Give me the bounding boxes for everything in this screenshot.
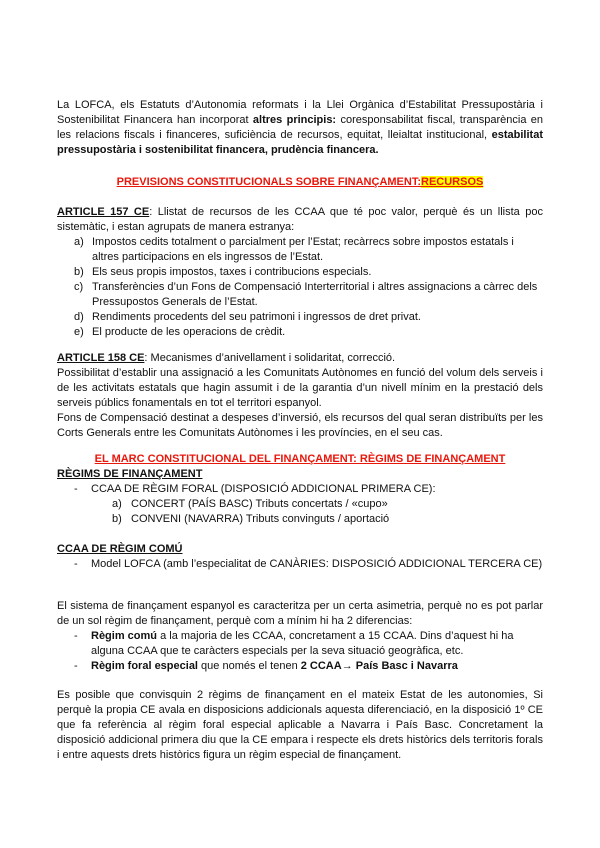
intro-bold-principles: altres principis: [252, 114, 337, 126]
list-item [112, 512, 389, 527]
list-item-text: Impostos cedits totalment o parcialment per l’Estat; recàrrecs sobre impostos estatals i altres participacions en els ingressos de l’Estat. [92, 236, 514, 263]
list-marker: b) [74, 266, 84, 278]
list-item-text: Transferències d’un Fons de Compensació Interterritorial i altres assignacions a càrrec dels Pressupostos Generals de l’Estat. [92, 281, 538, 308]
asymmetry-paragraph: El sistema de finançament espanyol es caracteritza per un certa asimetria, perquè no es pot parlar de un sol règim de finançament, perquè com a mínim hi ha 2 diferencias: [57, 600, 543, 627]
comu-title: CCAA DE RÈGIM COMÚ [57, 543, 183, 555]
list-marker: c) [74, 281, 84, 293]
list-item-text: CCAA DE RÈGIM FORAL (DISPOSICIÓ ADDICIONAL PRIMERA CE): [91, 483, 436, 495]
article-158-p1: Possibilitat d’establir una assignació a les Comunitats Autònomes en funció del volum dels serveis i de les activitats estatals que hagin assumit i de la garantia d’un nivell mínim en la prestació dels serveis públics fonamentals en tot el territori espanyol. [57, 367, 543, 409]
intro-bold-stability: estabilitat pressupostària i sostenibilitat financera, prudència financera. [57, 129, 543, 156]
list-item-text: Rendiments procedents del seu patrimoni i ingressos de dret privat. [92, 311, 421, 323]
intro-paragraph [57, 98, 543, 158]
list-item [57, 265, 543, 280]
list-item-text: CONCERT (PAÍS BASC) Tributs concertats / «cupo» [131, 498, 388, 510]
article-157-label: ARTICLE 157 CE [57, 206, 150, 218]
list-marker: b) [112, 513, 122, 525]
list-item [57, 280, 543, 310]
regims-list [57, 482, 543, 497]
list-item-text: Els seus propis impostos, taxes i contribucions especials. [92, 266, 372, 278]
list-item-text: Model LOFCA (amb l’especialitat de CANÀRIES: DISPOSICIÓ ADDICIONAL TERCERA CE) [91, 558, 543, 570]
heading-previsions-text: PREVISIONS CONSTITUCIONALS SOBRE FINANÇAMENT: [116, 176, 421, 188]
list-item [57, 310, 543, 325]
list-item [57, 629, 543, 659]
heading-previsions [57, 175, 543, 190]
asymmetry-list [57, 629, 543, 674]
list-marker: a) [112, 498, 122, 510]
regim-comu-bold: Règim comú [91, 630, 158, 642]
dash-marker: - [74, 558, 78, 570]
regims-title: RÈGIMS DE FINANÇAMENT [57, 468, 203, 480]
regim-foral-ccaa-bold: 2 CCAA→ País Basc i Navarra [300, 660, 458, 672]
list-item-text: a la majoria de les CCAA, concretament a 15 CCAA. Dins d’aquest hi ha alguna CCAA que te caràcters especials per la seva situació geogràfica, etc. [91, 630, 514, 657]
list-item [57, 659, 543, 674]
list-item [57, 557, 543, 572]
intro-text: La LOFCA, els Estatuts d’Autonomia reformats i la Llei Orgànica d’Estabilitat Pressupostària i Sostenibilitat Financera han incorporat [57, 99, 543, 126]
list-item [57, 325, 543, 340]
heading-marc: EL MARC CONSTITUCIONAL DEL FINANÇAMENT: RÈGIMS DE FINANÇAMENT [94, 453, 506, 465]
article-158-text: : Mecanismes d’anivellament i solidaritat, correcció. [144, 352, 396, 364]
list-item [57, 235, 543, 265]
dash-marker: - [74, 660, 78, 672]
dash-marker: - [74, 483, 78, 495]
article-157-text: : Llistat de recursos de les CCAA que té poc valor, perquè és un llista poc sistemàtic, i estan agrupats de manera estranya: [57, 206, 543, 233]
article-157-paragraph [57, 205, 543, 235]
list-marker: e) [74, 326, 84, 338]
list-item [57, 482, 543, 497]
intro-text-2: coresponsabilitat fiscal, transparència en les relacions fiscals i financeres, suficiència de recursos, equitat, lleialtat institucional, [57, 114, 544, 141]
regim-foral-bold: Règim foral especial [91, 660, 198, 672]
list-item-text: El producte de les operacions de crèdit. [92, 326, 286, 338]
article-158-label: ARTICLE 158 CE [57, 352, 145, 364]
resources-list [57, 235, 543, 340]
heading-highlight-recursos: RECURSOS [421, 176, 484, 188]
final-paragraph: Es posible que convisquin 2 règims de finançament en el mateix Estat de les autonomies, Si perquè la propia CE avala en disposicions addicionals aquesta diferenciació, en la disposició 1º CE que fa referència al règim foral especial aplicable a Navarra i País Basc. Concretament la disposició addicional primera diu que la CE empara i respecte els drets històrics dels territoris forals i entre aquests drets històrics figura un règim especial de finançament. [57, 689, 543, 761]
comu-list [57, 557, 543, 572]
list-item-text: CONVENI (NAVARRA) Tributs convinguts / aportació [131, 513, 390, 525]
regims-sublist [112, 497, 389, 527]
list-item-text: que només el tenen [198, 660, 301, 672]
list-item [112, 497, 389, 512]
dash-marker: - [74, 630, 78, 642]
article-158-p2: Fons de Compensació destinat a despeses d’inversió, els recursos del qual seran distribuïts per les Corts Generals entre les Comunitats Autònomes i les províncies, en el seu cas. [57, 412, 543, 439]
list-marker: a) [74, 236, 84, 248]
list-marker: d) [74, 311, 84, 323]
article-158-paragraph [57, 351, 543, 366]
